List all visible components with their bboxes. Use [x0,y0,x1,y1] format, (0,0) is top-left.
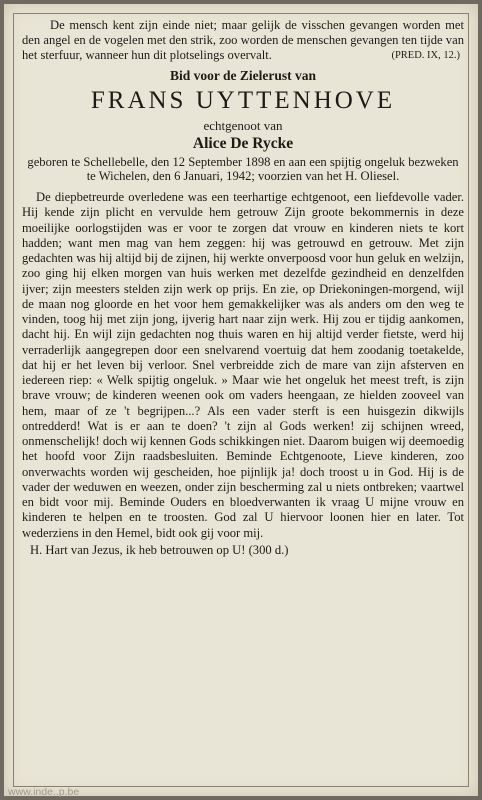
deceased-name: FRANS UYTTENHOVE [90,86,396,114]
card-content [22,18,464,558]
scripture-quote: De mensch kent zijn einde niet; maar gelijk de visschen gevangen worden met den angel en de vogelen met den strik, zoo worden de menschen gevangen ten tijde van het sterfuur, wanneer hun dit plotselings overvalt. [22,18,464,63]
birth-death-details: geboren te Schellebelle, den 12 September 1898 en aan een spijtig ongeluk bezweken te Wichelen, den 6 Januari, 1942; voorzien van het H. Oliesel. [27,154,459,184]
closing-prayer: H. Hart van Jezus, ik heb betrouwen op U! (300 d.) [30,542,289,557]
memorial-card [4,4,478,796]
prayer-title: Bid voor de Zielerust van [169,67,316,83]
spouse-name: Alice De Rycke [192,134,294,152]
watermark: www.inde..p.be [8,786,80,798]
scripture-reference: (PRED. IX, 12.) [391,49,460,61]
spouse-prefix: echtgenoot van [203,117,283,133]
memorial-text: De diepbetreurde overledene was een teerhartige echtgenoot, een liefdevolle vader. Hij kende zijn plicht en vervulde hem getrouw Zijn groote bekommernis in deze moeilijke oorlogstijden was er voor te zorgen dat vrouw en kinderen niets te kort hadden; want men mag van hem zeggen: hij was getrouwd en getrouw. Met zijn gedachten was hij altijd bij de zijnen, hij werkte onverpoosd voor hun geluk en welzijn, zoo ging hij elken morgen van huis werken met dezelfde gezindheid en denzelfden ijver; zijn meesters stelden zijn werk op prijs. En zie, op Driekoningen-morgend, wijl de maan nog gloorde en het voor hem gemakkelijker was als anders om den weg te vinden, toog hij met zijn jong, ijverig hart naar zijn werk. Hij zou er tijdig aankomen, dacht hij. En wijl zijn gedachten nog thuis waren en hij altijd verder fietste, werd hij verraderlijk aangegrepen door een snelvarend voertuig dat hem zoodanig toetakelde, dat hij er het leven bij verloor. Snel verbreidde zich de mare van zijn afsterven en iedereen riep: « Welk spijtig ongeluk. » Maar wie het ongeluk het meest treft, is zijn brave vrouw; de kinderen weenen ook om vaders heengaan, ze hielden zooveel van hem, maar of ze 't begrijpen...? Als een vader sterft is een huisgezin dikwijls ontredderd! Wat is er aan te doen? 't zijn al Gods werken! zij schijnen wreed, onmenschelijk! doch wij kennen Gods schikkingen niet. Daarom buigen wij deemoedig het hoofd voor Zijn raadsbesluiten. Beminde Echtgenoote, Lieve kinderen, zoo onverwachts worden wij gescheiden, hoe pijnlijk ja! doch troost u in God. Hij is de vader der weduwen en weezen, onder zijn bescherming zal u niets ontbreken; vaartwel en bidt voor mij. Beminde Ouders en bloedverwanten ik vraag U mijne vrouw en kinderen te helpen en te troosten. God zal U hiervoor loonen hier en later. Tot wederziens in den Hemel, bidt ook gij voor mij. [22,190,464,540]
